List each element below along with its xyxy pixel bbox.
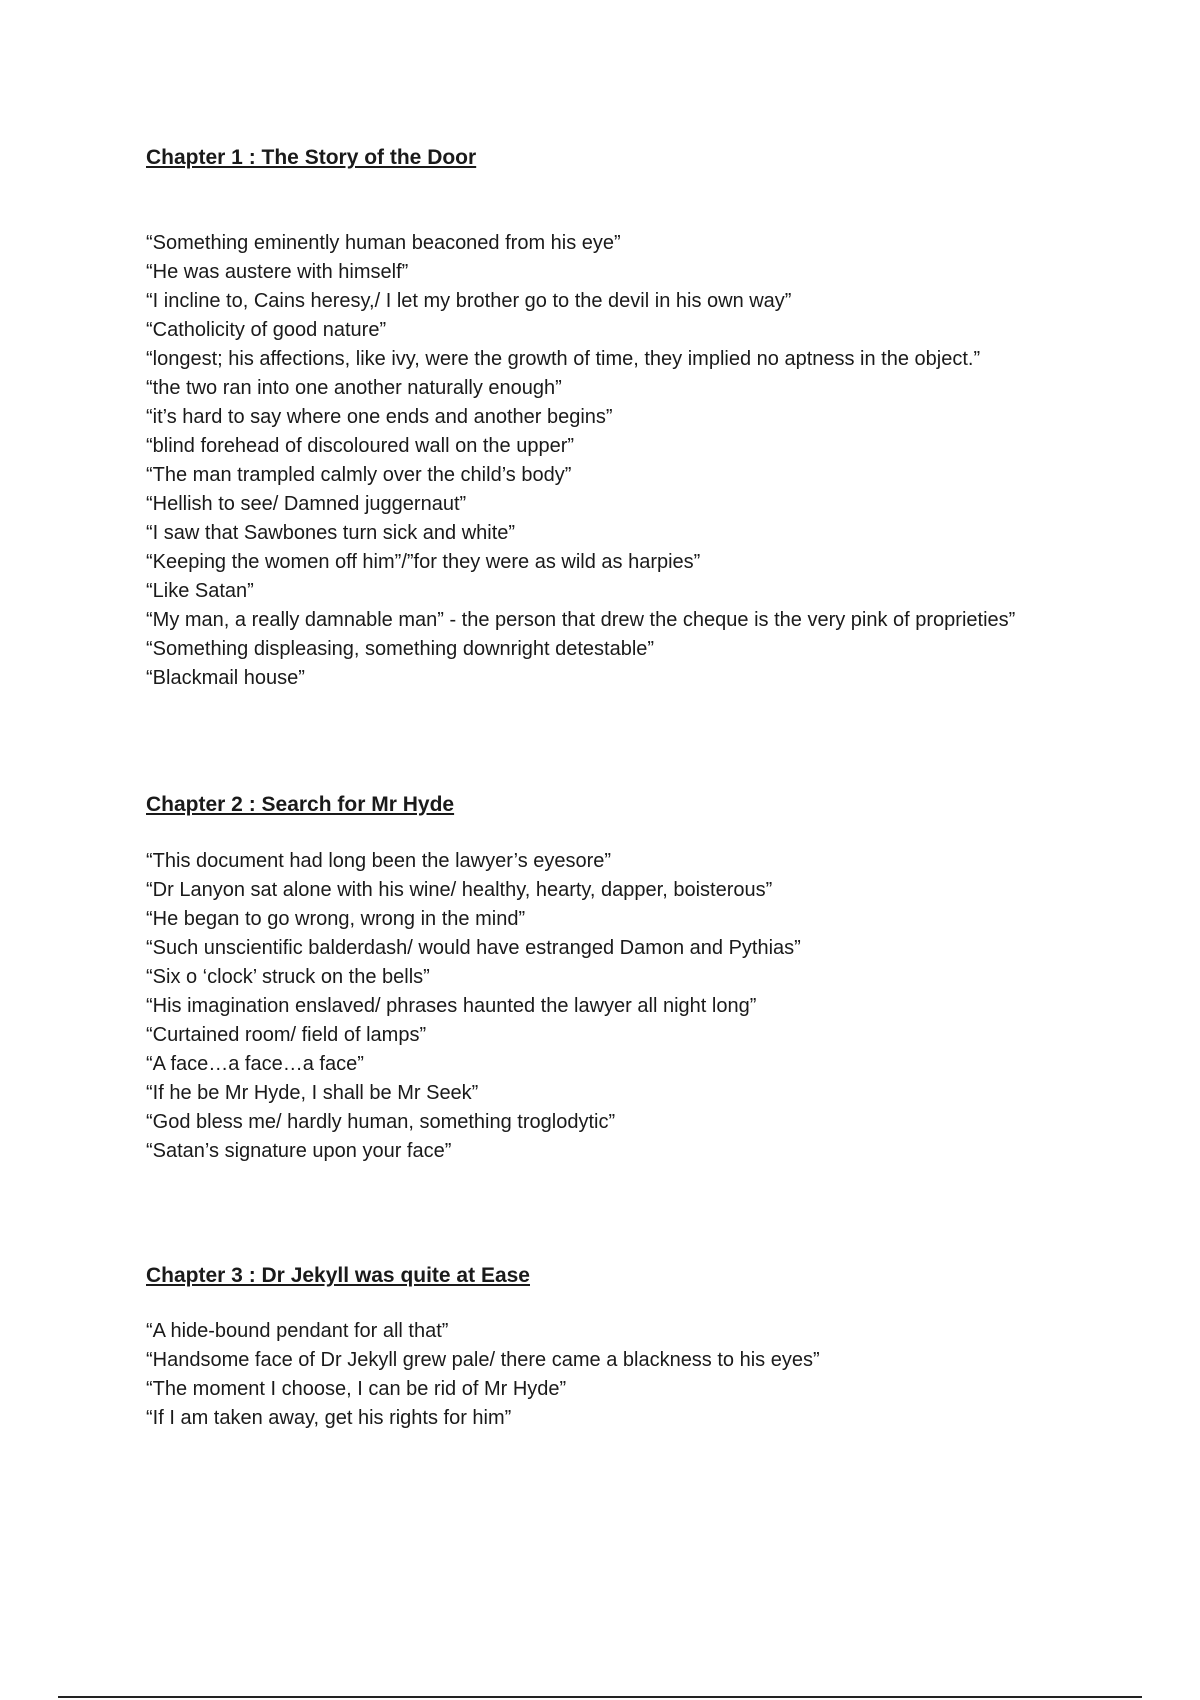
quote-line: “He was austere with himself” [146, 261, 409, 283]
quote-line: “I incline to, Cains heresy,/ I let my brother go to the devil in his own way” [146, 290, 792, 312]
quote-line: “My man, a really damnable man” - the person that drew the cheque is the very pink of proprieties” [146, 609, 1016, 631]
quote-line: “God bless me/ hardly human, something troglodytic” [146, 1111, 616, 1133]
quote-line: “Satan’s signature upon your face” [146, 1140, 452, 1162]
quote-line: “I saw that Sawbones turn sick and white” [146, 522, 516, 544]
quote-line: “His imagination enslaved/ phrases haunted the lawyer all night long” [146, 995, 757, 1017]
quote-line: “the two ran into one another naturally enough” [146, 377, 562, 399]
quote-line: “blind forehead of discoloured wall on the upper” [146, 435, 575, 457]
quote-line: “If I am taken away, get his rights for him” [146, 1407, 512, 1429]
quote-line: “longest; his affections, like ivy, were the growth of time, they implied no aptness in the object.” [146, 348, 981, 370]
quote-line: “The moment I choose, I can be rid of Mr Hyde” [146, 1378, 567, 1400]
quote-line: “The man trampled calmly over the child’s body” [146, 464, 572, 486]
quote-line: “A hide-bound pendant for all that” [146, 1320, 449, 1342]
chapter-3-heading: Chapter 3 : Dr Jekyll was quite at Ease [146, 1264, 530, 1287]
quote-line: “Dr Lanyon sat alone with his wine/ healthy, hearty, dapper, boisterous” [146, 879, 773, 901]
quote-line: “Like Satan” [146, 580, 254, 602]
quote-line: “Something eminently human beaconed from his eye” [146, 232, 621, 254]
quote-line: “Handsome face of Dr Jekyll grew pale/ there came a blackness to his eyes” [146, 1349, 820, 1371]
chapter-1-section [146, 144, 1106, 693]
quote-line: “Blackmail house” [146, 667, 305, 689]
quote-line: “If he be Mr Hyde, I shall be Mr Seek” [146, 1082, 479, 1104]
quote-line: “it’s hard to say where one ends and another begins” [146, 406, 613, 428]
quote-line: “Catholicity of good nature” [146, 319, 387, 341]
quote-line: “A face…a face…a face” [146, 1053, 364, 1075]
chapter-2-section [146, 791, 1106, 1166]
chapter-2-heading: Chapter 2 : Search for Mr Hyde [146, 793, 455, 816]
quote-line: “Such unscientific balderdash/ would have estranged Damon and Pythias” [146, 937, 801, 959]
chapter-2-quotes [146, 847, 1106, 1166]
quote-line: “Keeping the women off him”/”for they were as wild as harpies” [146, 551, 701, 573]
page-bottom-rule [58, 1696, 1142, 1698]
quote-line: “Curtained room/ field of lamps” [146, 1024, 427, 1046]
chapter-3-quotes [146, 1317, 1106, 1433]
chapter-3-section [146, 1262, 1106, 1433]
chapter-1-quotes [146, 229, 1106, 693]
quote-line: “Hellish to see/ Damned juggernaut” [146, 493, 467, 515]
quote-line: “Six o ‘clock’ struck on the bells” [146, 966, 430, 988]
quote-line: “He began to go wrong, wrong in the mind” [146, 908, 526, 930]
chapter-1-heading: Chapter 1 : The Story of the Door [146, 146, 477, 169]
quote-line: “This document had long been the lawyer’s eyesore” [146, 850, 612, 872]
quote-line: “Something displeasing, something downright detestable” [146, 638, 655, 660]
